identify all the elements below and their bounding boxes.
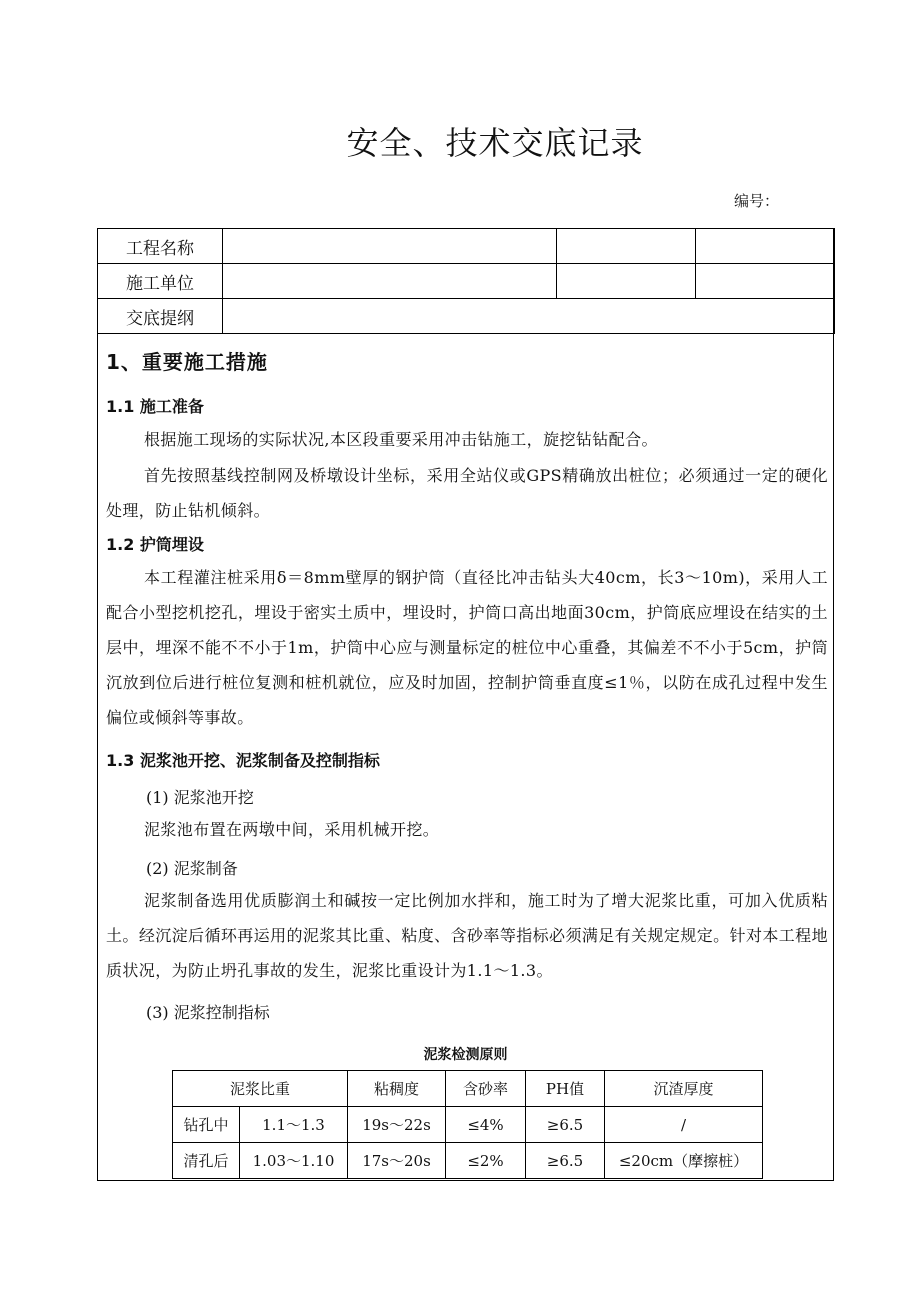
header-label: 工程名称	[98, 229, 223, 264]
paragraph: 首先按照基线控制网及桥墩设计坐标，采用全站仪或GPS精确放出桩位；必须通过一定的硬化处理，防止钻机倾斜。	[106, 466, 828, 520]
header-cell[interactable]	[557, 264, 696, 299]
project-name-field[interactable]	[223, 229, 557, 264]
header-label: 交底提纲	[98, 299, 223, 334]
table-cell: 1.03～1.10	[240, 1143, 348, 1179]
paragraph: 泥浆池布置在两墩中间，采用机械开挖。	[144, 820, 440, 839]
table-cell: 钻孔中	[173, 1107, 240, 1143]
table-row	[173, 1143, 763, 1179]
outline-field[interactable]	[223, 299, 835, 334]
mud-standards-table	[172, 1070, 763, 1179]
table-cell: ≥6.5	[526, 1143, 605, 1179]
table-row	[173, 1107, 763, 1143]
paragraph: 泥浆制备选用优质膨润土和碱按一定比例加水拌和，施工时为了增大泥浆比重，可加入优质粘土。经沉淀后循环再运用的泥浆其比重、粘度、含砂率等指标必须满足有关规定规定。针对本工程地质状况，为防止坍孔事故的发生，泥浆比重设计为1.1～1.3。	[106, 891, 828, 980]
table-cell: ≤20cm（摩擦桩）	[605, 1143, 763, 1179]
column-header: PH值	[526, 1071, 605, 1107]
column-header: 泥浆比重	[173, 1071, 348, 1107]
table-cell: 19s～22s	[348, 1107, 446, 1143]
header-cell[interactable]	[557, 229, 696, 264]
subsection-heading: 1.1 施工准备	[106, 397, 204, 416]
table-cell: 17s～20s	[348, 1143, 446, 1179]
construction-unit-field[interactable]	[223, 264, 557, 299]
table-cell: 清孔后	[173, 1143, 240, 1179]
header-row-project	[98, 229, 835, 264]
paragraph: 本工程灌注桩采用δ＝8mm壁厚的钢护筒（直径比冲击钻头大40cm，长3～10m)，采用人工配合小型挖机挖孔，埋设于密实土质中，埋设时，护筒口高出地面30cm，护筒底应埋设在结实的土层中，埋深不能不不小于1m，护筒中心应与测量标定的桩位中心重叠，其偏差不不小于5cm，护筒沉放到位后进行桩位复测和桩机就位，应及时加固，控制护筒垂直度≤1％，以防在成孔过程中发生偏位或倾斜等事故。	[106, 568, 828, 727]
section-heading: 1、重要施工措施	[106, 350, 268, 374]
column-header: 含砂率	[446, 1071, 526, 1107]
table-cell: ≤4%	[446, 1107, 526, 1143]
list-item: (2) 泥浆制备	[146, 859, 238, 878]
header-cell[interactable]	[696, 229, 835, 264]
header-row-outline	[98, 299, 835, 334]
table-cell: 1.1～1.3	[240, 1107, 348, 1143]
subsection-heading: 1.3 泥浆池开挖、泥浆制备及控制指标	[106, 751, 380, 770]
column-header: 粘稠度	[348, 1071, 446, 1107]
serial-number-label: 编号：	[734, 192, 780, 210]
table-cell: /	[605, 1107, 763, 1143]
mud-table-title: 泥浆检测原则	[423, 1047, 508, 1063]
header-table	[97, 228, 835, 334]
list-item: (3) 泥浆控制指标	[146, 1003, 270, 1022]
table-cell: ≤2%	[446, 1143, 526, 1179]
table-header-row	[173, 1071, 763, 1107]
header-label: 施工单位	[98, 264, 223, 299]
header-cell[interactable]	[696, 264, 835, 299]
paragraph: 根据施工现场的实际状况,本区段重要采用冲击钻施工，旋挖钻钻配合。	[144, 430, 658, 449]
column-header: 沉渣厚度	[605, 1071, 763, 1107]
subsection-heading: 1.2 护筒埋设	[106, 535, 204, 554]
list-item: (1) 泥浆池开挖	[146, 788, 254, 807]
document-title: 安全、技术交底记录	[346, 124, 644, 162]
header-row-unit	[98, 264, 835, 299]
table-cell: ≥6.5	[526, 1107, 605, 1143]
